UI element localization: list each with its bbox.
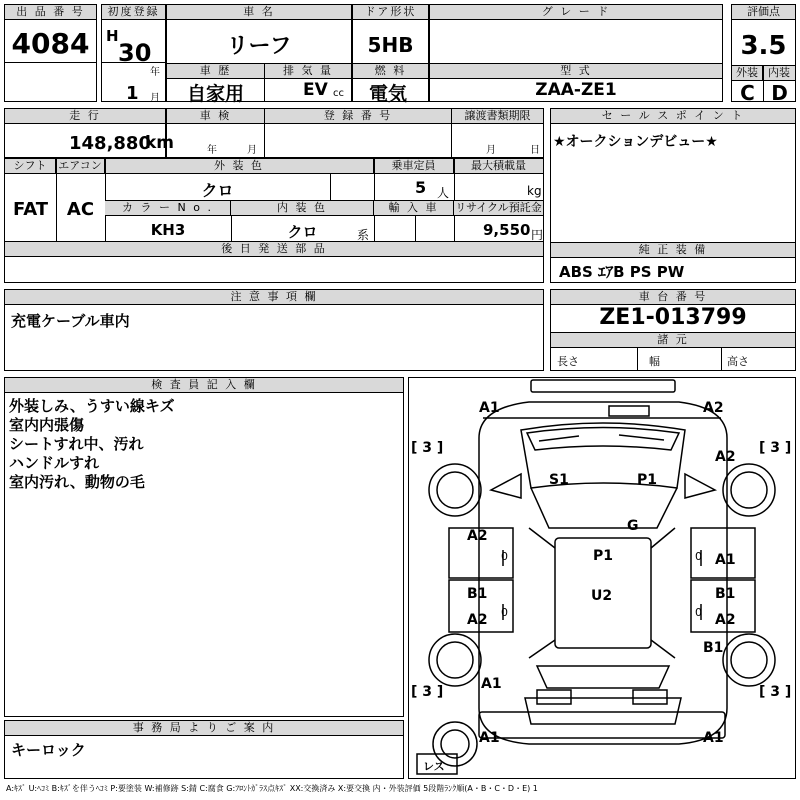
door-label: ドア形状 <box>353 5 428 20</box>
chassis-number: ZE1-013799 <box>599 305 747 330</box>
interior-color-unit: 系 <box>357 228 370 242</box>
inspector-note: シートすれ中、汚れ <box>9 435 144 453</box>
month-unit: 月 <box>150 93 160 104</box>
grade-label: グ レ ー ド <box>430 5 722 20</box>
capacity-value: 5 <box>415 178 427 197</box>
color-no-label: カ ラ ー N o . <box>105 201 231 216</box>
damage-mark: P1 <box>593 548 614 564</box>
inspection-label: 車 検 <box>167 109 264 124</box>
inspector-notes-box <box>4 377 404 717</box>
interior-label: 内装 <box>763 66 795 81</box>
history-box <box>166 63 265 105</box>
tire-grade: [ 3 ] <box>759 684 792 700</box>
exterior-color: クロ <box>201 181 234 200</box>
damage-mark: A1 <box>479 400 500 416</box>
shift-label: シフト <box>5 159 56 174</box>
damage-mark: S1 <box>549 472 569 488</box>
car-diagram-svg <box>409 378 795 778</box>
registration-number-label: 登 録 番 号 <box>265 109 451 124</box>
damage-mark: A2 <box>703 400 724 416</box>
legend: A:ｷｽﾞ U:ﾍｺﾐ B:ｷｽﾞを伴うﾍｺﾐ P:要塗装 W:補修跡 S:錆 C:腐食 G:ﾌﾛﾝﾄｶﾞﾗｽ点ｷｽﾞ XX:交換済み X:要交換 内・外装評価 5段階ﾗﾝｸ順(A・B・C・D・E) 1 <box>6 784 538 793</box>
inspector-note: 室内汚れ、動物の毛 <box>9 473 145 491</box>
damage-mark: B1 <box>715 586 736 602</box>
displacement-box <box>264 63 352 102</box>
car-diagram <box>408 377 796 779</box>
exterior-label: 外装 <box>732 66 763 81</box>
inspector-note: 外装しみ、うすい線キズ <box>9 397 175 415</box>
damage-mark: A1 <box>479 730 500 746</box>
aircon-label: エアコン <box>56 159 105 174</box>
tire-zero: 0 <box>501 550 508 563</box>
era: H <box>106 27 119 45</box>
damage-mark: A2 <box>467 612 488 628</box>
transfer-month-unit: 月 <box>486 145 496 156</box>
mileage-value: 148,880 <box>69 133 151 154</box>
model-code-label: 型 式 <box>430 64 722 79</box>
width-label: 幅 <box>649 355 660 368</box>
spare-tire-note: レス <box>423 760 445 773</box>
registration-number-box <box>264 108 452 158</box>
sales-point: ★オークションデビュー★ <box>553 134 718 150</box>
damage-mark: U2 <box>591 588 613 604</box>
capacity-unit: 人 <box>437 186 450 200</box>
model-code: ZAA-ZE1 <box>535 80 617 100</box>
sales-point-label: セ ー ル ス ポ イ ン ト <box>551 109 795 124</box>
displacement-value: EV <box>303 80 328 100</box>
lot-number-box <box>4 4 97 102</box>
door-box <box>352 4 429 64</box>
car-name-box <box>166 4 352 64</box>
mileage-label: 走 行 <box>5 109 165 124</box>
inspector-notes-label: 検 査 員 記 入 欄 <box>5 378 403 393</box>
damage-mark: A1 <box>703 730 724 746</box>
score-value: 3.5 <box>740 31 787 61</box>
interior-color: クロ <box>287 223 318 241</box>
interior-color-label: 内 装 色 <box>231 201 374 216</box>
damage-mark: G <box>627 518 639 534</box>
chassis-label: 車 台 番 号 <box>551 290 795 305</box>
color-number: KH3 <box>150 221 186 239</box>
inspection-month-unit: 月 <box>247 145 257 156</box>
inspector-note: ハンドルすれ <box>9 454 100 472</box>
exterior-grade: C <box>740 81 755 105</box>
mileage-box <box>4 108 175 158</box>
office-notes-label: 事 務 局 よ り ご 案 内 <box>5 721 403 736</box>
recycle-label: リサイクル預託金 <box>455 201 542 214</box>
capacity-label: 乗車定員 <box>374 159 454 174</box>
mileage-unit: km <box>145 133 175 153</box>
specs-label: 諸 元 <box>551 332 795 348</box>
damage-mark: A2 <box>715 612 736 628</box>
displacement-unit: cc <box>333 88 344 99</box>
fuel-box <box>352 63 429 105</box>
office-notes-box <box>4 720 404 779</box>
damage-mark: A2 <box>715 449 736 465</box>
transfer-docs-box <box>451 108 544 158</box>
genuine-equipment-label: 純 正 装 備 <box>551 243 795 258</box>
score-box <box>731 4 796 105</box>
later-parts-box <box>4 241 544 283</box>
damage-mark: A1 <box>715 552 736 568</box>
recycle-value: 9,550 <box>483 221 531 239</box>
lot-number: 4084 <box>11 27 90 60</box>
caution-text: 充電ケーブル車内 <box>11 312 130 330</box>
year: 30 <box>118 39 152 67</box>
transfer-day-unit: 日 <box>530 145 540 156</box>
office-note: キーロック <box>11 741 86 759</box>
damage-mark: B1 <box>703 640 724 656</box>
model-code-box <box>429 63 723 102</box>
max-load-label: 最大積載量 <box>454 159 543 174</box>
month: 1 <box>126 83 139 104</box>
shift-value: FAT <box>12 199 49 220</box>
max-load-unit: kg <box>527 184 542 198</box>
score-label: 評価点 <box>732 5 795 20</box>
tire-zero: 0 <box>695 550 702 563</box>
recycle-unit: 円 <box>531 228 544 242</box>
tire-zero: 0 <box>695 606 702 619</box>
door-type: 5HB <box>367 33 414 57</box>
history-label: 車 歴 <box>167 64 264 79</box>
inspection-box <box>166 108 265 158</box>
spec-table <box>4 158 544 242</box>
interior-grade: D <box>771 81 788 105</box>
import-label: 輸 入 車 <box>374 201 454 216</box>
history-value: 自家用 <box>186 83 244 105</box>
caution-label: 注 意 事 項 欄 <box>5 290 543 305</box>
year-unit: 年 <box>150 67 160 78</box>
later-parts-label: 後 日 発 送 部 品 <box>5 242 543 257</box>
genuine-equipment: ABS ｴｱB PS PW <box>559 263 685 281</box>
inspector-note: 室内内張傷 <box>9 416 85 434</box>
length-label: 長さ <box>557 355 579 368</box>
transfer-docs-label: 譲渡書類期限 <box>452 109 543 124</box>
lot-number-label: 出 品 番 号 <box>5 5 96 20</box>
height-label: 高さ <box>727 355 749 368</box>
damage-mark: A1 <box>481 676 502 692</box>
displacement-label: 排 気 量 <box>265 64 351 79</box>
grade-box <box>429 4 723 64</box>
first-registration-label: 初度登録 <box>102 5 165 20</box>
chassis-box <box>550 289 796 371</box>
fuel-value: 電気 <box>369 83 408 105</box>
damage-mark: P1 <box>637 472 658 488</box>
sales-point-box <box>550 108 796 283</box>
damage-mark: A2 <box>467 528 488 544</box>
aircon-value: AC <box>66 199 95 220</box>
car-name: リーフ <box>226 34 292 59</box>
damage-mark: B1 <box>467 586 488 602</box>
exterior-color-label: 外 装 色 <box>105 159 374 174</box>
tire-grade: [ 3 ] <box>759 440 792 456</box>
car-name-label: 車 名 <box>167 5 351 20</box>
tire-zero: 0 <box>501 606 508 619</box>
fuel-label: 燃 料 <box>353 64 428 79</box>
tire-grade: [ 3 ] <box>411 440 444 456</box>
first-registration-box <box>101 4 166 102</box>
tire-grade: [ 3 ] <box>411 684 444 700</box>
caution-box <box>4 289 544 371</box>
inspection-year-unit: 年 <box>207 145 217 156</box>
